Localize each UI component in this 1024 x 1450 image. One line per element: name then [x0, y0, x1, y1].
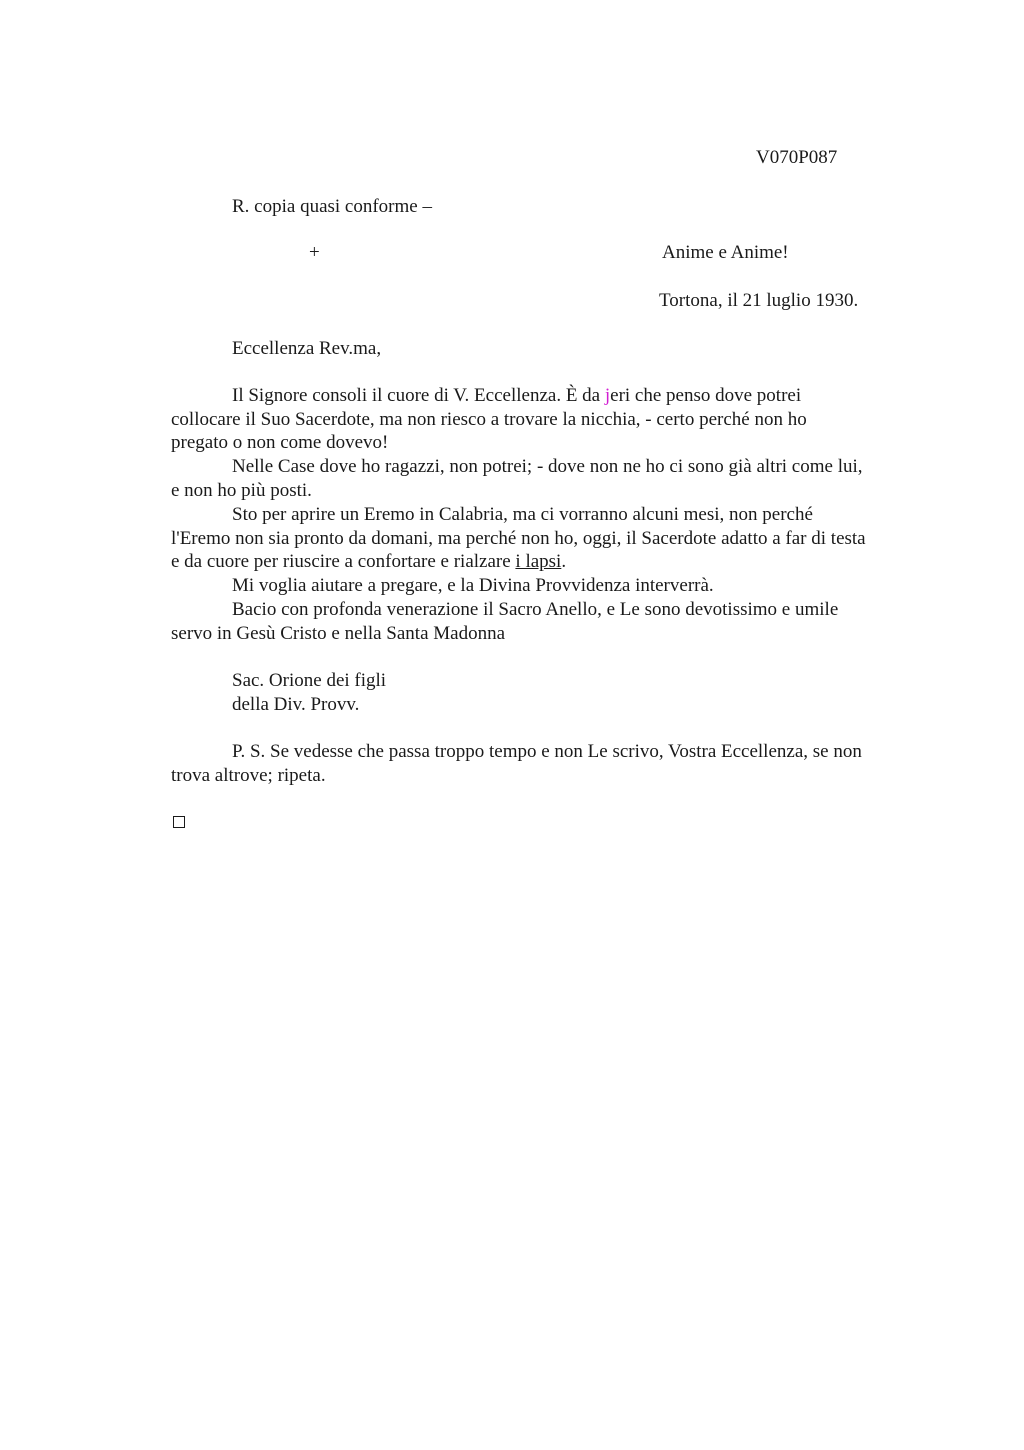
postscript-line-1: P. S. Se vedesse che passa troppo tempo e non Le scrivo, Vostra Eccellenza, se non	[232, 741, 862, 762]
square-box-icon	[173, 816, 185, 828]
paragraph-2-line-1: Nelle Case dove ho ragazzi, non potrei; - dove non ne ho ci sono già altri come lui,	[232, 456, 863, 477]
paragraph-3-line-2: l'Eremo non sia pronto da domani, ma perché non ho, oggi, il Sacerdote adatto a far di testa	[171, 527, 866, 549]
salutation: Eccellenza Rev.ma,	[232, 338, 382, 359]
underlined-phrase: i lapsi	[515, 551, 562, 573]
paragraph-5-line-1: Bacio con profonda venerazione il Sacro Anello, e Le sono devotissimo e umile	[232, 599, 839, 620]
highlighted-letter: j	[604, 385, 611, 406]
text-segment: e da cuore per riuscire a confortare e rialzare	[171, 551, 516, 573]
text-segment: .	[561, 551, 567, 573]
paragraph-5	[171, 598, 941, 645]
postscript-line-2: trova altrove; ripeta.	[171, 764, 326, 786]
paragraph-5-line-2: servo in Gesù Cristo e nella Santa Madonna	[171, 622, 506, 644]
text-segment: Il Signore consoli il cuore di V. Eccellenza. È da	[232, 385, 605, 406]
paragraph-1-line-2: collocare il Suo Sacerdote, ma non riesco a trovare la nicchia, - certo perché non ho	[171, 408, 807, 430]
place-date: Tortona, il 21 luglio 1930.	[659, 290, 859, 311]
signature-line-1: Sac. Orione dei figli	[232, 670, 387, 691]
paragraph-4	[171, 574, 941, 598]
paragraph-3-line-3	[171, 550, 941, 574]
paragraph-1-line-1	[171, 384, 941, 408]
paragraph-4-line-1: Mi voglia aiutare a pregare, e la Divina Provvidenza interverrà.	[232, 575, 714, 596]
paragraph-3-line-1: Sto per aprire un Eremo in Calabria, ma ci vorranno alcuni mesi, non perché	[232, 504, 813, 525]
copy-note: R. copia quasi conforme –	[232, 196, 432, 217]
text-segment: eri che penso dove potrei	[610, 385, 802, 406]
postscript	[171, 740, 941, 787]
paragraph-1	[171, 384, 941, 455]
reference-code: V070P087	[756, 147, 838, 168]
paragraph-3	[171, 503, 941, 574]
motto: Anime e Anime!	[662, 242, 789, 263]
signature-line-2: della Div. Provv.	[232, 694, 360, 715]
paragraph-2	[171, 455, 941, 502]
cross-symbol: +	[309, 242, 320, 263]
paragraph-1-line-3: pregato o non come dovevo!	[171, 432, 389, 454]
paragraph-2-line-2: e non ho più posti.	[171, 479, 312, 501]
